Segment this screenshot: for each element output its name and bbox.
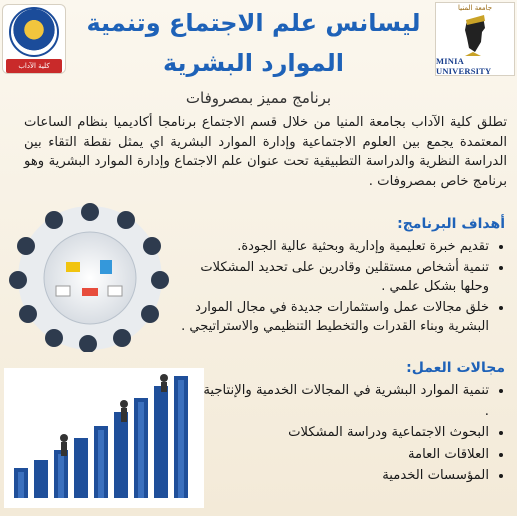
faculty-logo-caption: كلية الآداب <box>6 59 62 73</box>
nefertiti-head-icon <box>455 12 495 56</box>
work-fields-heading: مجالات العمل: <box>406 360 505 376</box>
title-line-1: ليسانس علم الاجتماع وتنمية <box>86 9 421 37</box>
work-field-item: • تنمية الموارد البشرية في المجالات الخدمية والإنتاجية . <box>196 381 489 422</box>
goals-list <box>180 237 505 338</box>
title-line-2: الموارد البشرية <box>162 49 345 77</box>
faculty-emblem-icon <box>9 7 59 57</box>
university-logo <box>435 2 515 76</box>
work-fields-list <box>196 381 505 488</box>
university-logo-english: MINIA UNIVERSITY <box>436 56 492 76</box>
goals-heading: أهداف البرنامج: <box>397 216 505 232</box>
work-field-item: • المؤسسات الخدمية <box>196 466 489 487</box>
faculty-logo <box>2 4 66 74</box>
goal-item: • تقديم خبرة تعليمية وإدارية وبحثية عالية الجودة. <box>180 237 489 257</box>
university-logo-arabic: جامعة المنيا <box>457 4 493 12</box>
work-field-item: • البحوث الاجتماعية ودراسة المشكلات <box>196 423 489 444</box>
team-meeting-image <box>4 202 176 352</box>
goal-item: • خلق مجالات عمل واستثمارات جديدة في مجال الموارد البشرية وبناء القدرات والتخطيط التنظيمي والاستراتيجي . <box>180 298 489 337</box>
intro-paragraph: تطلق كلية الآداب بجامعة المنيا من خلال قسم الاجتماع برنامجا أكاديميا بنظام الساعات المعتمدة يجمع بين العلوم الاجتماعية وإدارة الموارد البشرية اي يمثل نقطة التقاء بين الدراسة النظرية والدراسة التطبيقية تحت عنوان علم الاجتماع وإدارة الموارد البشرية وهو برنامج خاص بمصروفات . <box>24 115 507 189</box>
work-field-item: • العلاقات العامة <box>196 445 489 466</box>
goal-item: • تنمية أشخاص مستقلين وقادرين على تحديد المشكلات وحلها بشكل علمي . <box>180 258 489 297</box>
growth-bars-image <box>4 368 204 508</box>
subtitle: برنامج مميز بمصروفات <box>185 89 332 107</box>
